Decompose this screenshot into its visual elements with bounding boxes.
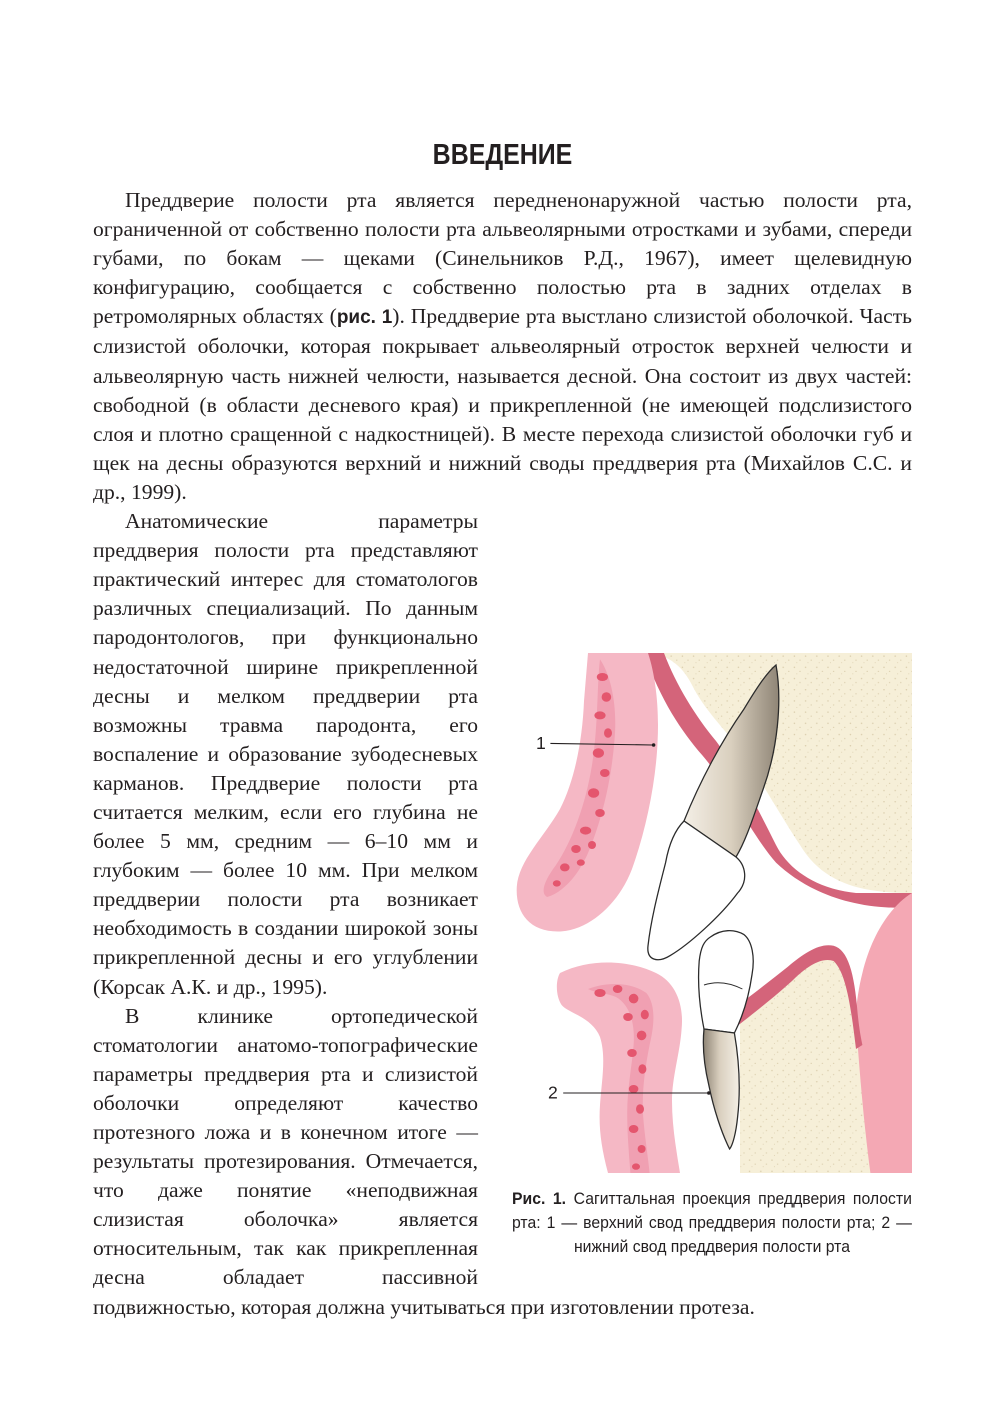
leader-dot-2 xyxy=(707,1091,711,1095)
figure-1 xyxy=(512,653,912,1259)
paragraph-1-start: Преддверие полости рта является передненонаружной частью полости рта, ограниченной от собственно полости рта альвеолярными отростками и зубами, спереди губами, по бокам — щеками (Синельников Р.Д., 1967), имеет щелевидную конфигурацию, сообщается с собственно полостью рта в задних отделах в ретромолярных областях ( xyxy=(93,188,912,329)
page-title: ВВЕДЕНИЕ xyxy=(432,139,573,171)
sagittal-illustration xyxy=(512,653,912,1173)
figure-caption xyxy=(512,1187,912,1259)
paragraph-orthopedic-clinic: В клинике ортопедической стоматологии анатомо-топографические параметры преддверия рта и слизистой оболочки определяют качество протезного ложа и в конечном итоге — результаты протезирования. Отмечается, что даже понятие «неподвижная слизистая оболочка» является относительным, так как прикрепленная десна обладает пассивной подвижностью, которая должна учитываться при изготовлении протеза. xyxy=(93,1003,755,1319)
lower-lip xyxy=(557,962,682,1173)
paragraph-vestibule-definition xyxy=(93,186,912,507)
body-text xyxy=(93,186,912,1322)
figure-reference: рис. 1 xyxy=(336,307,393,329)
paragraph-anatomical-parameters: Анатомические параметры преддверия полости рта представляют практический интерес для стоматологов различных специализаций. По данным пародонтологов, при функционально недостаточной ширине прикрепленной десны и мелком преддверии рта возможны травма пародонта, его воспаление и образование зубодесневых карманов. Преддверие полости рта считается мелким, если его глубина не более 5 мм, средним — 6–10 мм и глубоким — более 10 мм. При мелком преддверии полости рта возникает необходимость в создании широкой зоны прикрепленной десны и его углублении (Корсак А.К. и др., 1995). xyxy=(93,509,478,999)
upper-lip xyxy=(517,653,658,931)
caption-label: Рис. 1. xyxy=(512,1189,567,1209)
leader-dot-1 xyxy=(652,743,656,747)
caption-text: Сагиттальная проекция преддверия полости рта: 1 — верхний свод преддверия полости рта; 2 — нижний свод преддверия полости рта xyxy=(512,1189,912,1257)
label-2-text: 2 xyxy=(548,1082,558,1103)
page xyxy=(93,138,912,1322)
paragraph-1-end: ). Преддверие рта выстлано слизистой оболочкой. Часть слизистой оболочки, которая покрывает альвеолярный отросток верхней челюсти и альвеолярную часть нижней челюсти, называется десной. Она состоит из двух частей: свободной (в области десневого края) и прикрепленной (не имеющей подслизистого слоя и плотно сращенной с надкостницей). В месте перехода слизистой оболочки губ и щек на десны образуются верхний и нижний своды преддверия рта (Михайлов С.С. и др., 1999). xyxy=(93,304,912,504)
label-1-text: 1 xyxy=(536,733,546,754)
